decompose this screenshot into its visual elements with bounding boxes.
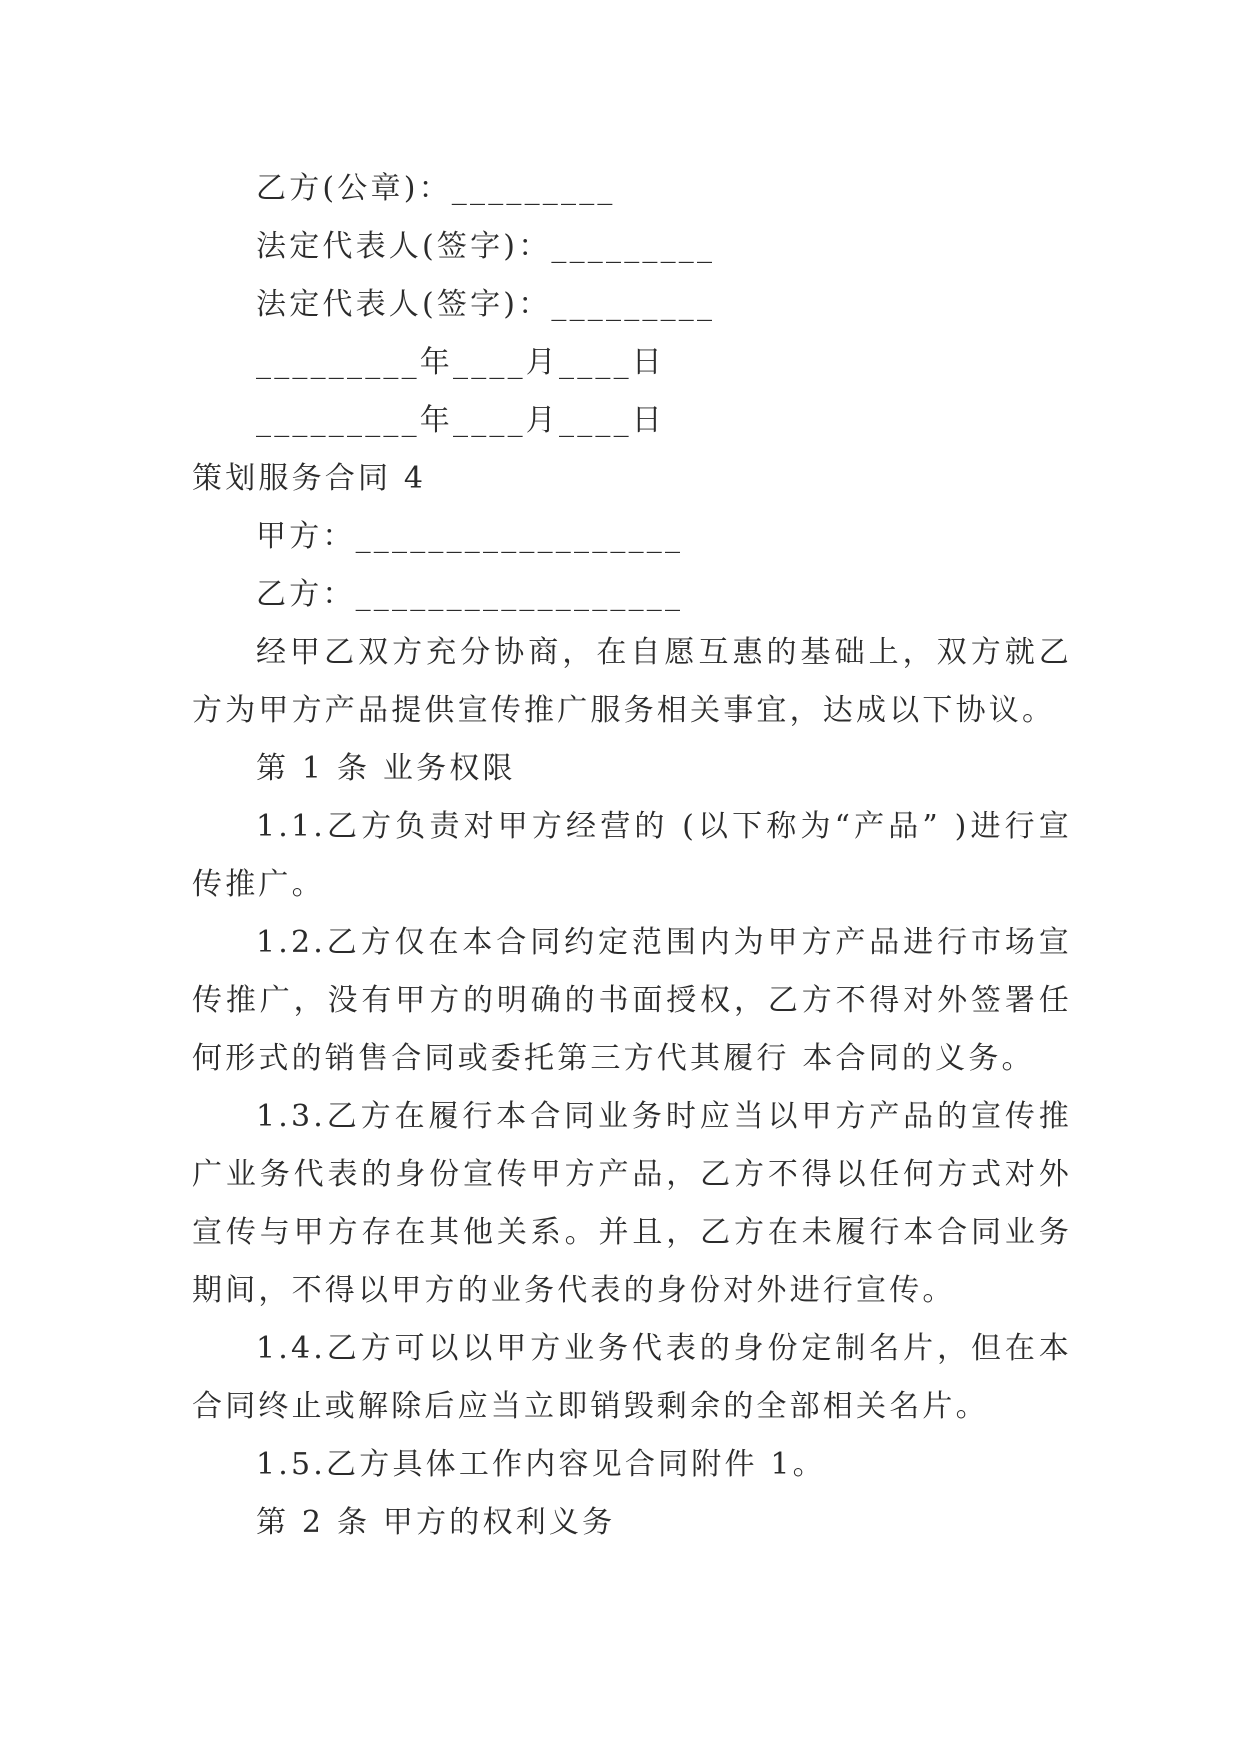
clause-paragraph: 1.2.乙方仅在本合同约定范围内为甲方产品进行市场宣传推广，没有甲方的明确的书面授权，乙方不得对外签署任何形式的销售合同或委托第三方代其履行 本合同的义务。 bbox=[192, 925, 1072, 1076]
date-line: _________年____月____日 bbox=[256, 345, 665, 380]
article-heading: 第 1 条 业务权限 bbox=[256, 751, 516, 786]
contract-title: 策划服务合同 4 bbox=[192, 461, 427, 496]
clause-paragraph: 1.1.乙方负责对甲方经营的 (以下称为“产品” )进行宣传推广。 bbox=[192, 809, 1072, 902]
legal-representative-signature-line: 法定代表人(签字)：_________ bbox=[256, 229, 716, 264]
article-heading: 第 2 条 甲方的权利义务 bbox=[256, 1505, 616, 1540]
document-body bbox=[192, 160, 1072, 1552]
party-a-line: 甲方：__________________ bbox=[256, 519, 684, 554]
party-b-seal-line: 乙方(公章)：_________ bbox=[256, 171, 616, 206]
legal-representative-signature-line: 法定代表人(签字)：_________ bbox=[256, 287, 716, 322]
party-b-line: 乙方：__________________ bbox=[256, 577, 684, 612]
clause-paragraph: 1.3.乙方在履行本合同业务时应当以甲方产品的宣传推广业务代表的身份宣传甲方产品，乙方不得以任何方式对外宣传与甲方存在其他关系。并且，乙方在未履行本合同业务期间，不得以甲方的业务代表的身份对外进行宣传。 bbox=[192, 1099, 1072, 1308]
intro-paragraph: 经甲乙双方充分协商，在自愿互惠的基础上，双方就乙方为甲方产品提供宣传推广服务相关事宜，达成以下协议。 bbox=[192, 635, 1072, 728]
clause-paragraph: 1.5.乙方具体工作内容见合同附件 1。 bbox=[256, 1447, 826, 1482]
date-line: _________年____月____日 bbox=[256, 403, 665, 438]
clause-paragraph: 1.4.乙方可以以甲方业务代表的身份定制名片，但在本合同终止或解除后应当立即销毁剩余的全部相关名片。 bbox=[192, 1331, 1072, 1424]
